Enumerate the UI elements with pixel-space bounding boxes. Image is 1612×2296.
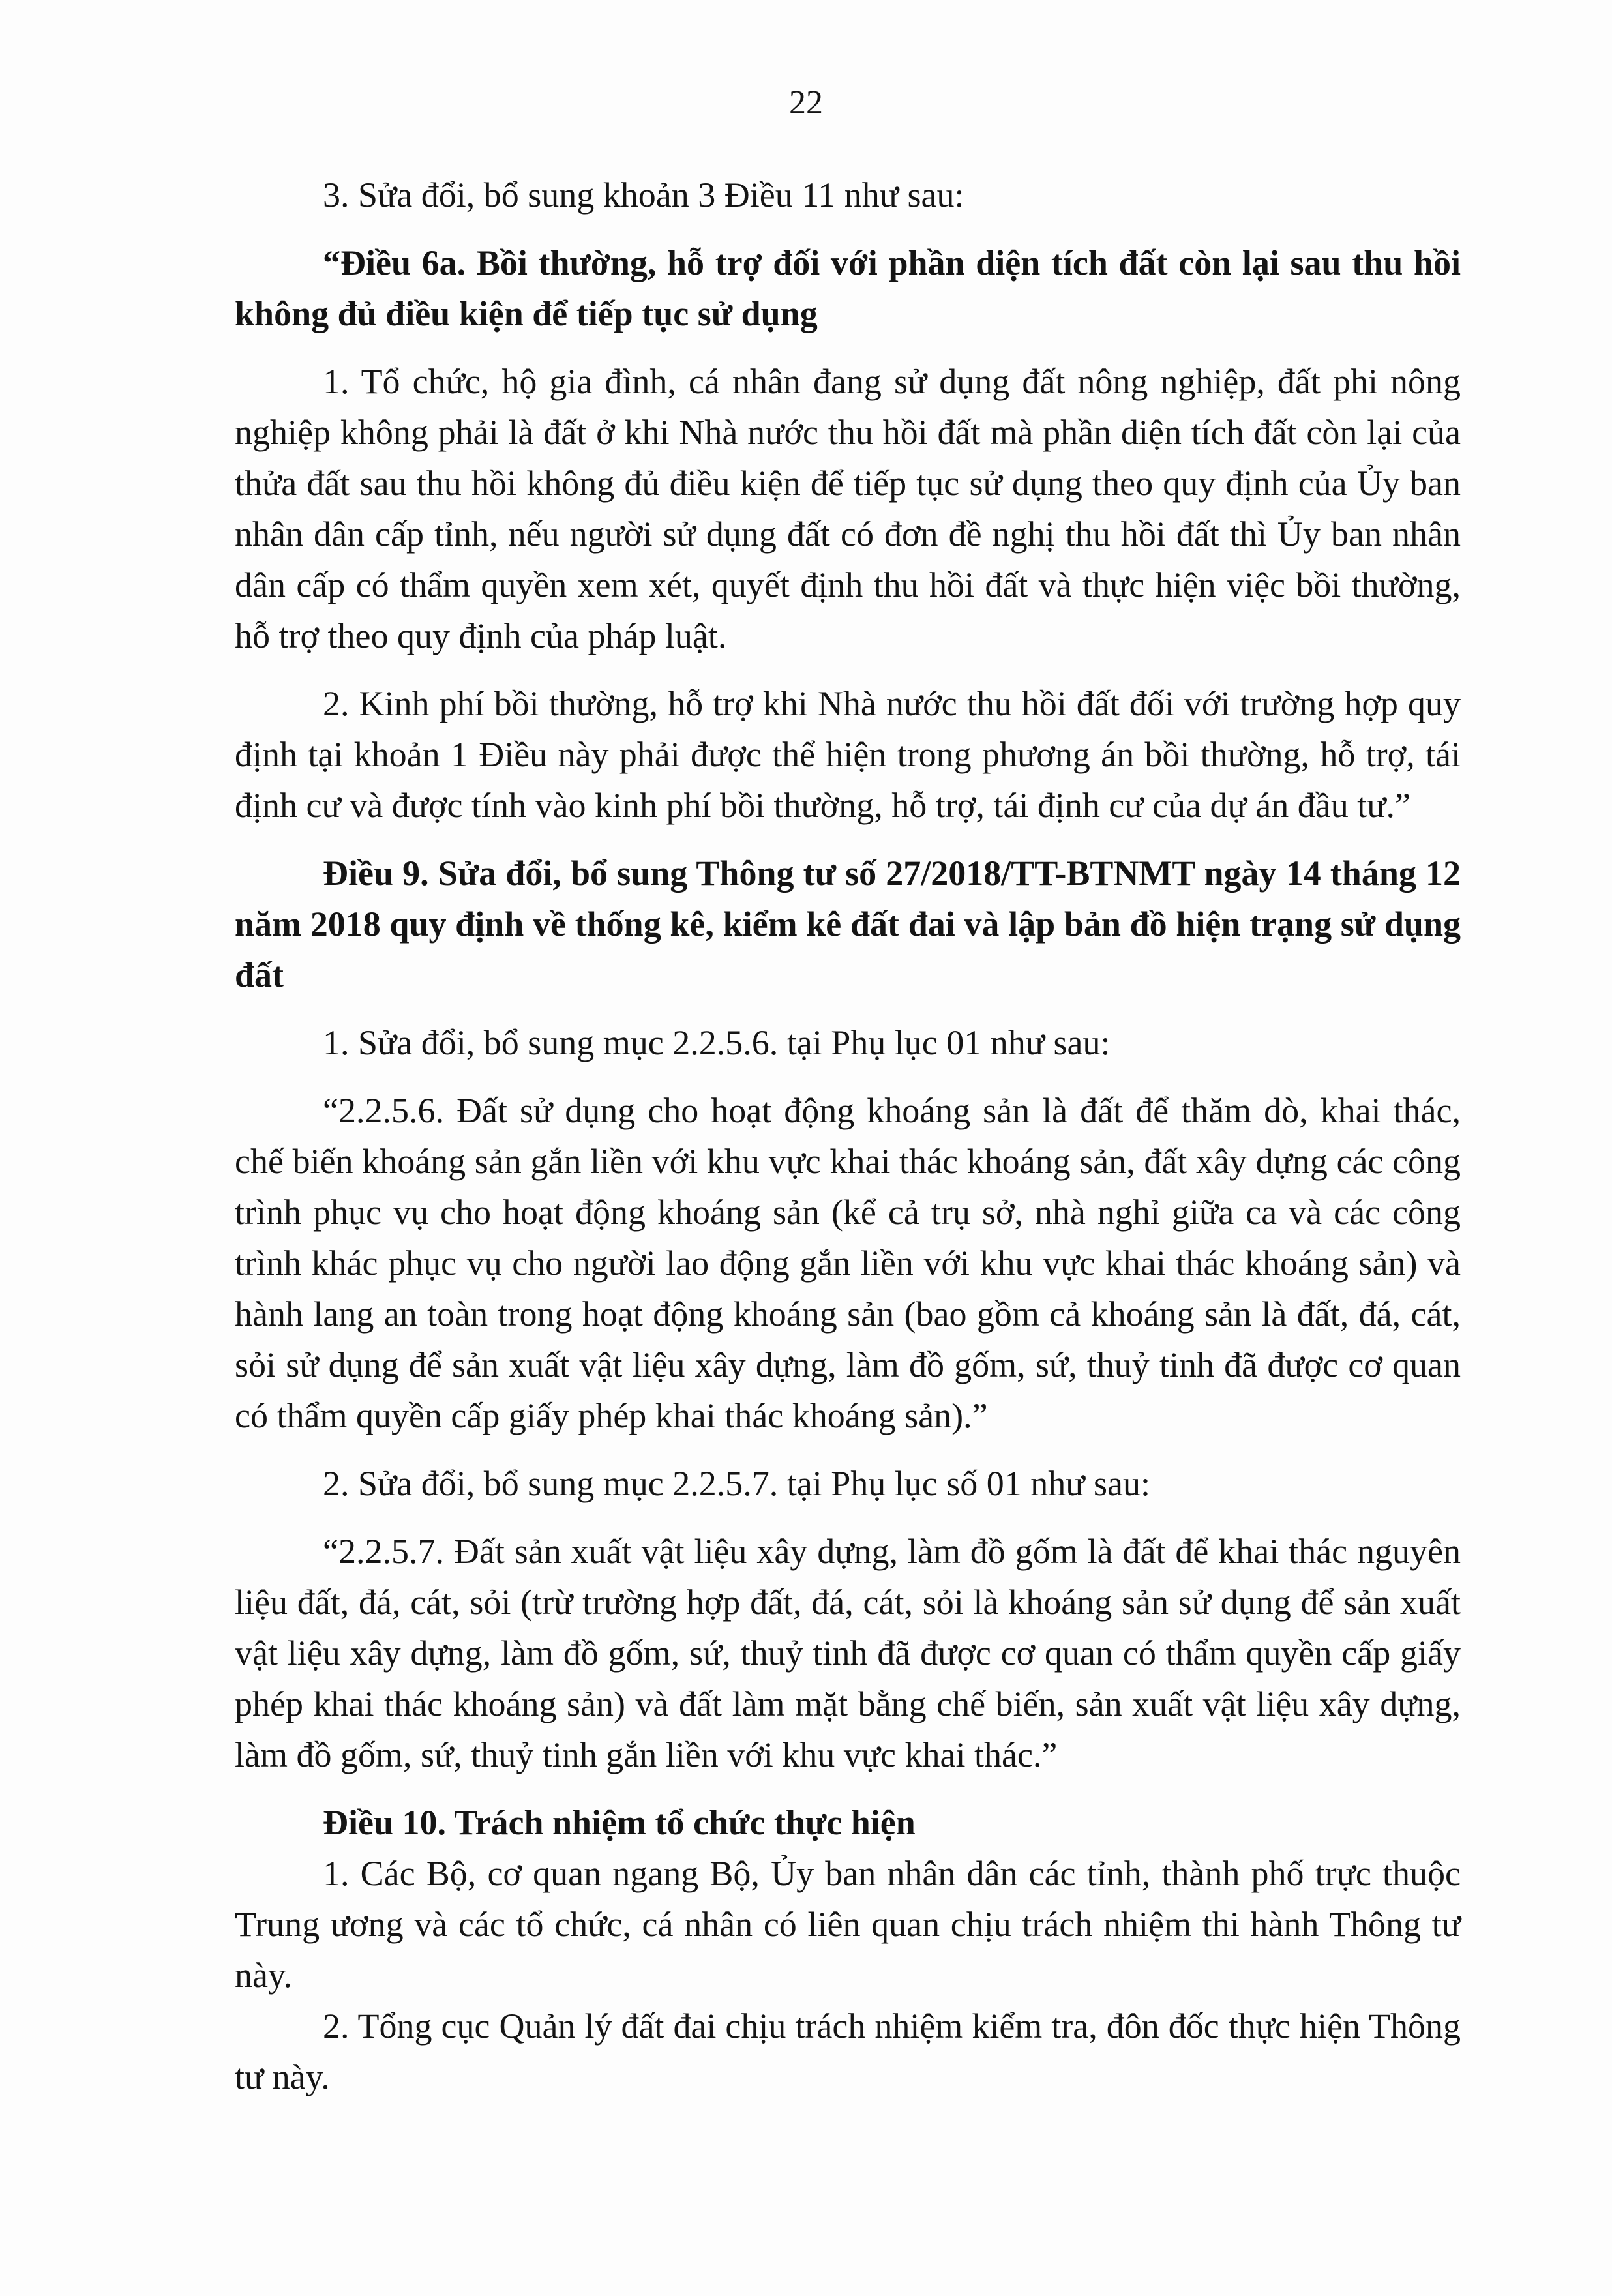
heading-article-10: Điều 10. Trách nhiệm tổ chức thực hiện xyxy=(323,1803,916,1842)
paragraph-section-2-2-5-7: “2.2.5.7. Đất sản xuất vật liệu xây dựng, làm đồ gốm là đất để khai thác nguyên liệu đất, đá, cát, sỏi (trừ trường hợp đất, đá, cát, sỏi là khoáng sản sử dụng để sản xuất vật liệu xây dựng, làm đồ gốm, sứ, thuỷ tinh đã được cơ quan có thẩm quyền cấp giấy phép khai thác khoáng sản) và đất làm mặt bằng chế biến, sản xuất vật liệu xây dựng, làm đồ gốm, sứ, thuỷ tinh gắn liền với khu vực khai thác.” xyxy=(235,1532,1461,1774)
paragraph-article-10-clause-1: 1. Các Bộ, cơ quan ngang Bộ, Ủy ban nhân dân các tỉnh, thành phố trực thuộc Trung ương và các tổ chức, cá nhân có liên quan chịu trách nhiệm thi hành Thông tư này. xyxy=(235,1854,1461,1995)
paragraph-article-9-clause-1: 1. Sửa đổi, bổ sung mục 2.2.5.6. tại Phụ lục 01 như sau: xyxy=(323,1023,1111,1062)
page-number: 22 xyxy=(789,84,823,121)
heading-article-6a: “Điều 6a. Bồi thường, hỗ trợ đối với phần diện tích đất còn lại sau thu hồi không đủ điều kiện để tiếp tục sử dụng xyxy=(235,243,1461,333)
paragraph-article-9-clause-2: 2. Sửa đổi, bổ sung mục 2.2.5.7. tại Phụ lục số 01 như sau: xyxy=(323,1464,1150,1503)
paragraph-article-10-clause-2: 2. Tổng cục Quản lý đất đai chịu trách nhiệm kiểm tra, đôn đốc thực hiện Thông tư này. xyxy=(235,2006,1461,2096)
paragraph-article-6a-clause-1: 1. Tổ chức, hộ gia đình, cá nhân đang sử dụng đất nông nghiệp, đất phi nông nghiệp không phải là đất ở khi Nhà nước thu hồi đất mà phần diện tích đất còn lại của thửa đất sau thu hồi không đủ điều kiện để tiếp tục sử dụng theo quy định của Ủy ban nhân dân cấp tỉnh, nếu người sử dụng đất có đơn đề nghị thu hồi đất thì Ủy ban nhân dân cấp có thẩm quyền xem xét, quyết định thu hồi đất và thực hiện việc bồi thường, hỗ trợ theo quy định của pháp luật. xyxy=(235,362,1461,655)
paragraph-section-2-2-5-6: “2.2.5.6. Đất sử dụng cho hoạt động khoáng sản là đất để thăm dò, khai thác, chế biến khoáng sản gắn liền với khu vực khai thác khoáng sản, đất xây dựng các công trình phục vụ cho hoạt động khoáng sản (kể cả trụ sở, nhà nghỉ giữa ca và các công trình khác phục vụ cho người lao động gắn liền với khu vực khai thác khoáng sản) và hành lang an toàn trong hoạt động khoáng sản (bao gồm cả khoáng sản là đất, đá, cát, sỏi sử dụng để sản xuất vật liệu xây dựng, làm đồ gốm, sứ, thuỷ tinh đã được cơ quan có thẩm quyền cấp giấy phép khai thác khoáng sản).” xyxy=(235,1091,1461,1435)
document-body xyxy=(235,170,1461,2102)
paragraph-amend-clause-3-article-11: 3. Sửa đổi, bổ sung khoản 3 Điều 11 như sau: xyxy=(323,175,964,215)
heading-article-9: Điều 9. Sửa đổi, bổ sung Thông tư số 27/2018/TT-BTNMT ngày 14 tháng 12 năm 2018 quy định về thống kê, kiểm kê đất đai và lập bản đồ hiện trạng sử dụng đất xyxy=(235,854,1461,994)
paragraph-article-6a-clause-2: 2. Kinh phí bồi thường, hỗ trợ khi Nhà nước thu hồi đất đối với trường hợp quy định tại khoản 1 Điều này phải được thể hiện trong phương án bồi thường, hỗ trợ, tái định cư và được tính vào kinh phí bồi thường, hỗ trợ, tái định cư của dự án đầu tư.” xyxy=(235,684,1461,825)
